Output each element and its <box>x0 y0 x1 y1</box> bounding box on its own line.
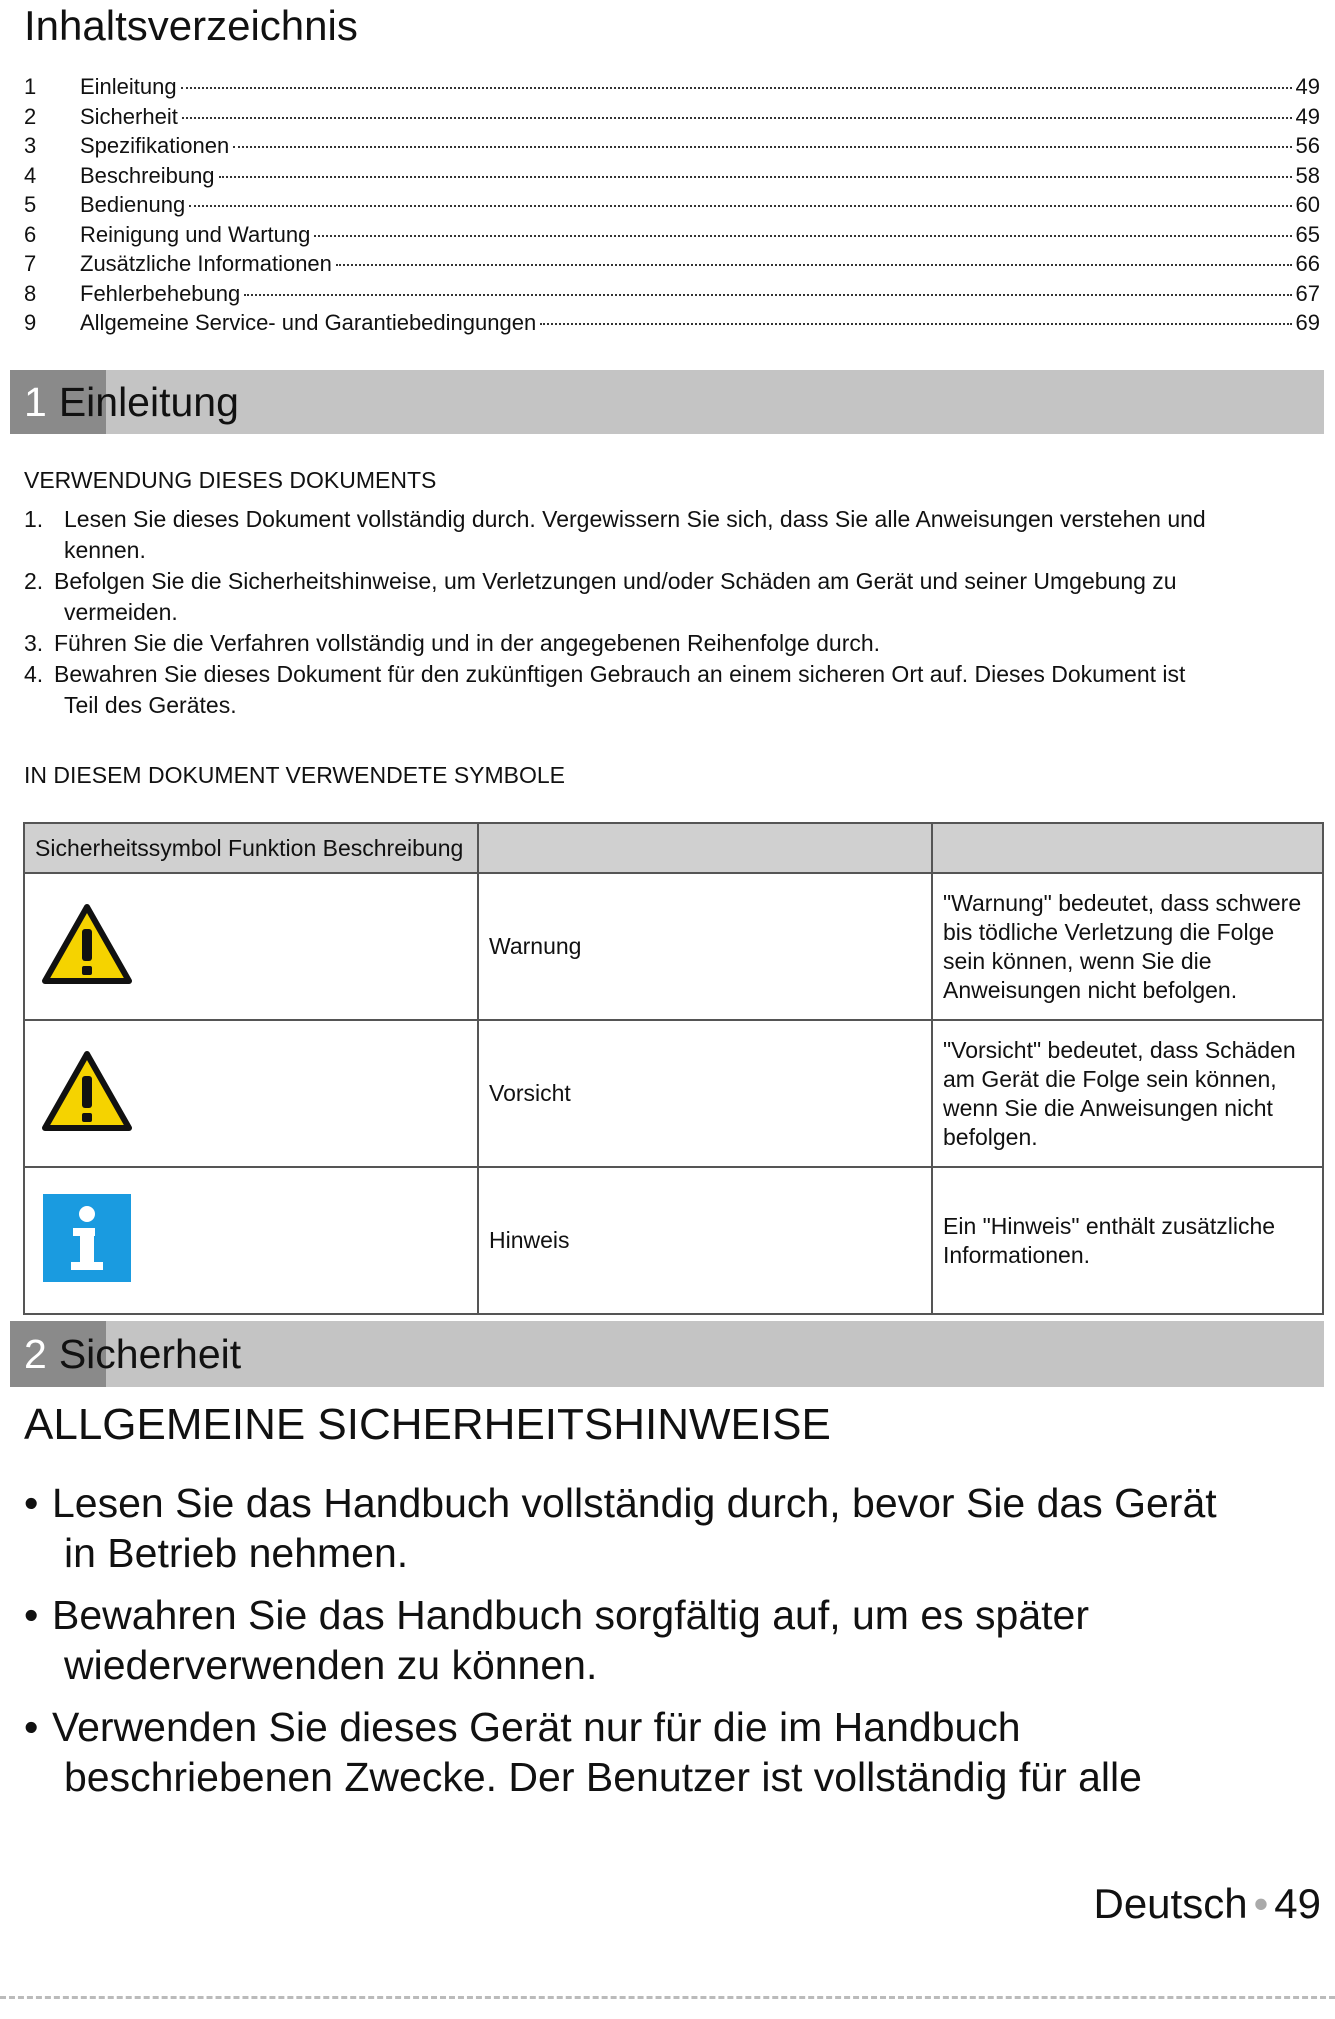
toc-entry[interactable] <box>24 310 1320 340</box>
bullet-item <box>24 1478 1314 1578</box>
table-row <box>24 1167 1323 1314</box>
page-footer <box>1093 1880 1321 1928</box>
footer-language: Deutsch <box>1093 1880 1248 1927</box>
symbol-cell <box>24 1020 478 1167</box>
usage-list <box>24 504 1314 721</box>
list-item-number: 4. <box>24 661 44 687</box>
symbol-description: "Vorsicht" bedeutet, dass Schäden am Gerät die Folge sein können, wenn Sie die Anweisungen nicht befolgen. <box>932 1020 1323 1167</box>
table-header-cell-empty <box>478 823 932 873</box>
section-1-header <box>10 370 1324 434</box>
toc-leader-dots <box>314 235 1291 237</box>
toc-leader-dots <box>336 264 1292 266</box>
list-item-number: 3. <box>24 630 44 656</box>
list-item-number: 2. <box>24 568 44 594</box>
toc-entry-label: Fehlerbehebung <box>80 280 241 306</box>
section-title: Sicherheit <box>58 1330 242 1377</box>
toc-entry[interactable] <box>24 163 1320 193</box>
toc-entry-number: 8 <box>24 280 37 306</box>
toc-entry-label: Bedienung <box>80 192 186 217</box>
bullet-item <box>24 1590 1314 1690</box>
list-item-text: Befolgen Sie die Sicherheitshinweise, um Verletzungen und/oder Schäden am Gerät und seiner Umgebung zu <box>54 568 1177 594</box>
bullet-text-cont: wiederverwenden zu können. <box>64 1642 598 1688</box>
list-item <box>24 504 1314 566</box>
toc-entry[interactable] <box>24 104 1320 134</box>
toc-leader-dots <box>233 146 1291 148</box>
toc-entry[interactable] <box>24 281 1320 311</box>
table-row <box>24 873 1323 1020</box>
toc-entry-page: 49 <box>1295 103 1320 129</box>
toc-entry[interactable] <box>24 192 1320 222</box>
toc-entry-label: Sicherheit <box>80 103 178 129</box>
list-item-text: Führen Sie die Verfahren vollständig und in der angegebenen Reihenfolge durch. <box>54 630 881 656</box>
toc-entry-label: Allgemeine Service- und Garantiebedingungen <box>80 310 537 335</box>
toc-entry-label: Einleitung <box>80 74 177 99</box>
list-item-text-cont: Teil des Gerätes. <box>64 692 237 718</box>
toc-entry-page: 66 <box>1295 251 1320 276</box>
symbol-cell <box>24 873 478 1020</box>
symbols-table <box>23 822 1324 1315</box>
footer-page-number: 49 <box>1274 1880 1321 1927</box>
toc-title: Inhaltsverzeichnis <box>24 2 358 49</box>
list-item-text: Bewahren Sie dieses Dokument für den zukünftigen Gebrauch an einem sicheren Ort auf. Dieses Dokument ist <box>54 661 1186 687</box>
toc-entry-page: 65 <box>1295 221 1320 247</box>
page-bottom-rule <box>0 1996 1335 1999</box>
toc-entry[interactable] <box>24 74 1320 104</box>
toc-leader-dots <box>189 205 1291 207</box>
toc-leader-dots <box>540 323 1291 325</box>
toc-entry-page: 69 <box>1295 310 1320 335</box>
symbol-name: Vorsicht <box>478 1020 932 1167</box>
toc-entry-label: Reinigung und Wartung <box>80 221 311 247</box>
table-of-contents <box>24 74 1320 340</box>
table-header-row <box>24 823 1323 873</box>
table-header-text: Sicherheitssymbol Funktion Beschreibung <box>35 834 464 861</box>
list-item <box>24 566 1314 628</box>
toc-entry-number: 2 <box>24 103 37 129</box>
section-title: Einleitung <box>58 378 239 425</box>
toc-leader-dots <box>182 117 1292 119</box>
toc-entry-page: 56 <box>1295 133 1320 158</box>
symbol-cell <box>24 1167 478 1314</box>
toc-entry-label: Spezifikationen <box>80 133 230 158</box>
toc-entry[interactable] <box>24 222 1320 252</box>
bullet-text: Bewahren Sie das Handbuch sorgfältig auf, um es später <box>52 1592 1089 1638</box>
section-number: 2 <box>24 1330 47 1377</box>
toc-entry-number: 1 <box>24 74 37 99</box>
toc-leader-dots <box>181 87 1292 89</box>
bullet-text-cont: beschriebenen Zwecke. Der Benutzer ist vollständig für alle <box>64 1754 1142 1800</box>
toc-entry-number: 7 <box>24 251 37 276</box>
toc-leader-dots <box>244 294 1291 296</box>
list-item-text-cont: vermeiden. <box>64 599 178 625</box>
list-item <box>24 628 1314 659</box>
toc-entry-label: Zusätzliche Informationen <box>80 251 332 276</box>
toc-entry-label: Beschreibung <box>80 162 215 188</box>
toc-entry-number: 5 <box>24 192 37 217</box>
safety-heading: ALLGEMEINE SICHERHEITSHINWEISE <box>24 1400 831 1449</box>
toc-entry-page: 49 <box>1295 74 1320 99</box>
toc-entry[interactable] <box>24 251 1320 281</box>
warning-triangle-icon <box>41 903 133 985</box>
toc-entry-page: 60 <box>1295 192 1320 217</box>
toc-entry-number: 6 <box>24 221 37 247</box>
symbol-description: Ein "Hinweis" enthält zusätzliche Informationen. <box>932 1167 1323 1314</box>
table-header-cell <box>24 823 478 873</box>
toc-entry-number: 9 <box>24 310 37 335</box>
bullet-dot: • <box>24 1480 39 1526</box>
section-2-header <box>10 1321 1324 1387</box>
symbol-name: Hinweis <box>478 1167 932 1314</box>
bullet-dot: • <box>24 1704 39 1750</box>
symbol-description: "Warnung" bedeutet, dass schwere bis tödliche Verletzung die Folge sein können, wenn Sie die Anweisungen nicht befolgen. <box>932 873 1323 1020</box>
bullet-text: Verwenden Sie dieses Gerät nur für die im Handbuch <box>52 1704 1021 1750</box>
table-row <box>24 1020 1323 1167</box>
bullet-item <box>24 1702 1314 1802</box>
info-icon <box>43 1194 131 1282</box>
toc-leader-dots <box>219 176 1292 178</box>
bullet-text: Lesen Sie das Handbuch vollständig durch, bevor Sie das Gerät <box>52 1480 1217 1526</box>
table-header-cell-empty <box>932 823 1323 873</box>
section-number: 1 <box>24 378 47 425</box>
list-item <box>24 659 1314 721</box>
bullet-text-cont: in Betrieb nehmen. <box>64 1530 409 1576</box>
list-item-number: 1. <box>24 506 44 532</box>
toc-entry-number: 4 <box>24 162 37 188</box>
toc-entry-page: 67 <box>1295 280 1320 306</box>
symbols-heading: IN DIESEM DOKUMENT VERWENDETE SYMBOLE <box>24 762 566 788</box>
toc-entry[interactable] <box>24 133 1320 163</box>
symbol-name: Warnung <box>478 873 932 1020</box>
caution-triangle-icon <box>41 1050 133 1132</box>
footer-separator: • <box>1253 1880 1269 1927</box>
bullet-dot: • <box>24 1592 39 1638</box>
list-item-text: Lesen Sie dieses Dokument vollständig durch. Vergewissern Sie sich, dass Sie alle Anweisungen verstehen und <box>64 506 1206 532</box>
safety-bullet-list <box>24 1478 1314 1814</box>
toc-entry-page: 58 <box>1295 162 1320 188</box>
list-item-text-cont: kennen. <box>64 537 146 563</box>
toc-entry-number: 3 <box>24 133 37 158</box>
usage-heading: VERWENDUNG DIESES DOKUMENTS <box>24 467 437 493</box>
